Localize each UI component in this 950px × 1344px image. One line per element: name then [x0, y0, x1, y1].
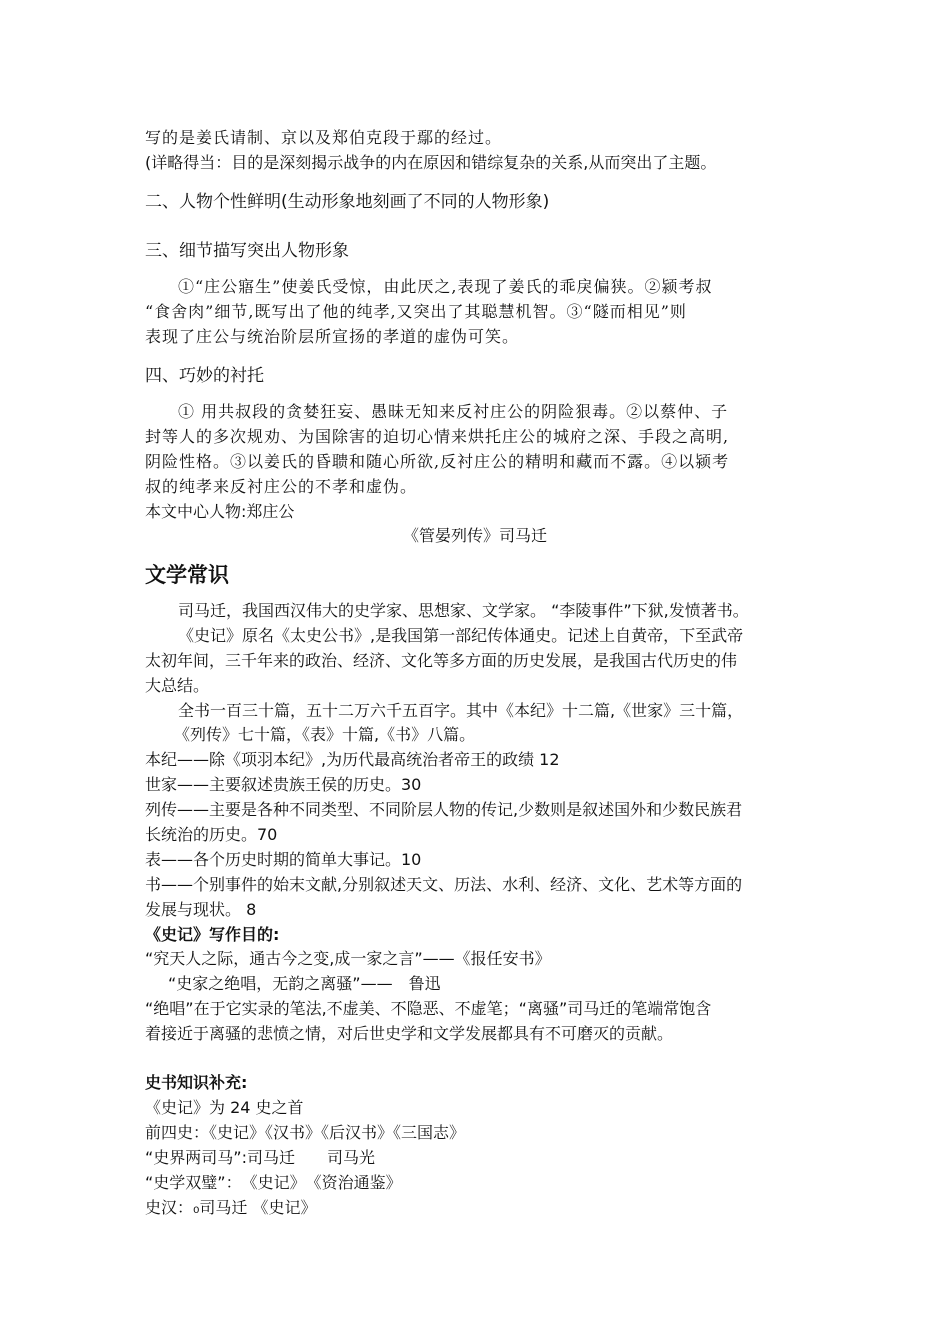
intro-line-2: (详略得当：目的是深刻揭示战争的内在原因和错综复杂的关系,从而突出了主题。 — [145, 153, 717, 172]
biao-line: 表——各个历史时期的简单大事记。10 — [145, 850, 422, 869]
paragraph-line: 大总结。 — [145, 676, 210, 695]
paragraph-line: 司马迁，我国西汉伟大的史学家、思想家、文学家。 “李陵事件”下狱,发愤著书。 — [178, 601, 749, 620]
intro-line-1: 写的是姜氏请制、京以及郑伯克段于鄢的经过。 — [145, 128, 503, 147]
liezhuan-line: 列传——主要是各种不同类型、不同阶层人物的传记,少数则是叙述国外和少数民族君 — [145, 800, 743, 819]
shijia-line: 世家——主要叙述贵族王侯的历史。30 — [145, 775, 422, 794]
section-4-paragraph-line: 阴险性格。③以姜氏的昏聩和随心所欲,反衬庄公的精明和藏而不露。④以颍考 — [145, 452, 730, 471]
supplement-line: “史界两司马”:司马迁 司马光 — [145, 1148, 375, 1167]
supplement-heading: 史书知识补充: — [145, 1073, 248, 1092]
supplement-line: 前四史：《史记》《汉书》《后汉书》《三国志》 — [145, 1123, 466, 1142]
shu-line: 书——个别事件的始末文献,分别叙述天文、历法、水利、经济、文化、艺术等方面的 — [145, 875, 743, 894]
section-3-paragraph-line: “食舍肉”细节,既写出了他的纯孝,又突出了其聪慧机智。③“隧而相见”则 — [145, 302, 687, 321]
section-4-paragraph-line: 封等人的多次规劝、为国除害的迫切心情来烘托庄公的城府之深、手段之高明, — [145, 427, 730, 446]
section-3-paragraph-line: ①“庄公寤生”使姜氏受惊，由此厌之,表现了姜氏的乖戾偏狭。②颍考叔 — [178, 277, 713, 296]
section-3-paragraph-line: 表现了庄公与统治阶层所宣扬的孝道的虚伪可笑。 — [145, 327, 520, 346]
purpose-heading: 《史记》写作目的: — [145, 925, 280, 944]
luxun-quote: “史家之绝唱，无韵之离骚”—— 鲁迅 — [168, 974, 441, 993]
paragraph-line: 《列传》七十篇，《表》十篇,《书》八篇。 — [174, 725, 476, 744]
supplement-line: 史汉：₀司马迁 《史记》 — [145, 1198, 317, 1217]
section-4-paragraph-line: 叔的纯孝来反衬庄公的不孝和虚伪。 — [145, 477, 418, 496]
section-3-title: 三、细节描写突出人物形象 — [145, 241, 349, 261]
paragraph-line: 《史记》原名《太史公书》,是我国第一部纪传体通史。记述上自黄帝，下至武帝 — [178, 626, 744, 645]
supplement-line: 《史记》为 24 史之首 — [145, 1098, 304, 1117]
supplement-line: “史学双璧”： 《史记》 《资治通鉴》 — [145, 1173, 402, 1192]
comment-line: “绝唱”在于它实录的笔法,不虚美、不隐恶、不虚笔；“离骚”司马迁的笔端常饱含 — [145, 999, 712, 1018]
comment-line: 着接近于离骚的悲愤之情，对后世史学和文学发展都具有不可磨灭的贡献。 — [145, 1024, 674, 1043]
shu-line: 发展与现状。 8 — [145, 900, 257, 919]
paragraph-line: 全书一百三十篇，五十二万六千五百字。其中《本纪》十二篇,《世家》三十篇， — [178, 701, 744, 720]
section-4-paragraph-line: ① 用共叔段的贪婪狂妄、愚昧无知来反衬庄公的阴险狠毒。②以蔡仲、子 — [178, 402, 729, 421]
article-title: 《管晏列传》司马迁 — [402, 526, 547, 545]
liezhuan-line: 长统治的历史。70 — [145, 825, 278, 844]
benji-line: 本纪——除《项羽本纪》,为历代最高统治者帝王的政绩 12 — [145, 750, 560, 769]
center-person: 本文中心人物:郑庄公 — [145, 502, 295, 521]
paragraph-line: 太初年间，三千年来的政治、经济、文化等多方面的历史发展，是我国古代历史的伟 — [145, 651, 738, 670]
purpose-quote: “究天人之际，通古今之变,成一家之言”——《报任安书》 — [145, 949, 551, 968]
literature-heading: 文学常识 — [145, 563, 229, 587]
section-2-title: 二、人物个性鲜明(生动形象地刻画了不同的人物形象) — [145, 192, 550, 212]
section-4-title: 四、巧妙的衬托 — [145, 366, 264, 386]
